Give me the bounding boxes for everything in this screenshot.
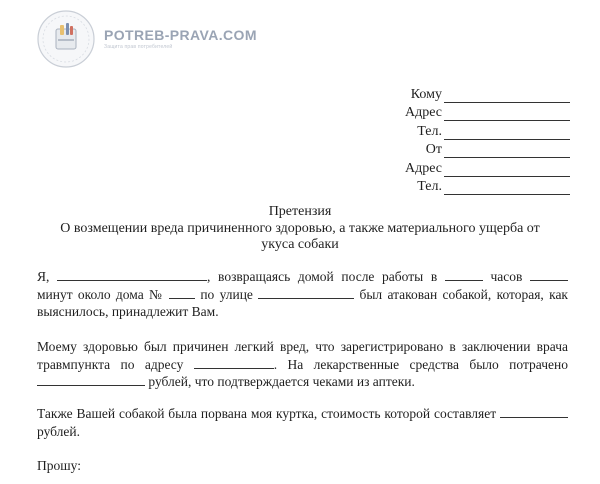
addr-row-from	[340, 140, 570, 159]
logo-tagline: Защита прав потребителей	[104, 44, 173, 50]
addr-blank-line	[444, 144, 570, 158]
text-segment: рублей.	[37, 423, 81, 439]
text-segment: минут около дома №	[37, 286, 164, 302]
text-segment: был атакован собакой, которая, как выяснилось, принадлежит Вам.	[37, 286, 568, 319]
addr-label: Кому	[410, 86, 442, 102]
blank-street	[258, 287, 354, 299]
text-segment: . На лекарственные средства было потрачено	[273, 356, 568, 372]
blank-trauma-address	[194, 357, 274, 369]
addr-row-sender-address	[340, 158, 570, 177]
text-segment: часов	[490, 269, 523, 284]
paragraph-incident	[37, 268, 568, 321]
paragraph-request: Прошу:	[37, 458, 81, 473]
addr-label: Адрес	[404, 160, 442, 176]
text-segment: Также Вашей собакой была порвана моя куртка, стоимость которой составляет	[37, 406, 497, 421]
text-segment: Моему здоровью был причинен легкий вред, что зарегистрировано в заключении врача травмпункта по адресу	[37, 339, 568, 372]
blank-name	[57, 269, 207, 281]
addr-row-to	[340, 84, 570, 103]
addr-label: От	[425, 142, 442, 157]
addr-blank-line	[444, 126, 570, 140]
addr-row-phone	[340, 121, 570, 140]
addr-blank-line	[444, 181, 570, 195]
document-title: Претензия	[268, 204, 332, 219]
logo-domain-text: POTREB-PRAVA.COM	[104, 27, 257, 43]
document-subtitle-line1: О возмещении вреда причиненного здоровью, а также материального ущерба от	[60, 221, 540, 236]
addr-row-address	[340, 103, 570, 122]
text-segment: Я,	[37, 269, 50, 284]
paragraph-health-damage	[37, 338, 568, 391]
blank-house-number	[169, 287, 195, 299]
addr-blank-line	[444, 107, 570, 121]
addr-blank-line	[444, 89, 570, 103]
addr-label: Тел.	[417, 123, 442, 139]
addr-label: Адрес	[404, 105, 442, 120]
logo-emblem-icon	[36, 9, 96, 69]
document-subtitle-line2: укуса собаки	[261, 237, 339, 252]
text-segment: , возвращаясь домой после работы в	[207, 269, 438, 284]
blank-jacket-cost	[500, 406, 568, 418]
paragraph-property-damage	[37, 405, 568, 440]
addr-label: Тел.	[417, 179, 442, 194]
address-block	[340, 84, 570, 195]
text-segment: по улице	[200, 286, 253, 302]
blank-medicine-amount	[37, 374, 145, 386]
site-logo	[36, 9, 257, 69]
blank-minutes	[530, 269, 568, 281]
text-segment: рублей, что подтверждается чеками из аптеки.	[148, 374, 415, 389]
addr-blank-line	[444, 163, 570, 177]
blank-hours	[445, 269, 483, 281]
addr-row-sender-phone	[340, 177, 570, 196]
